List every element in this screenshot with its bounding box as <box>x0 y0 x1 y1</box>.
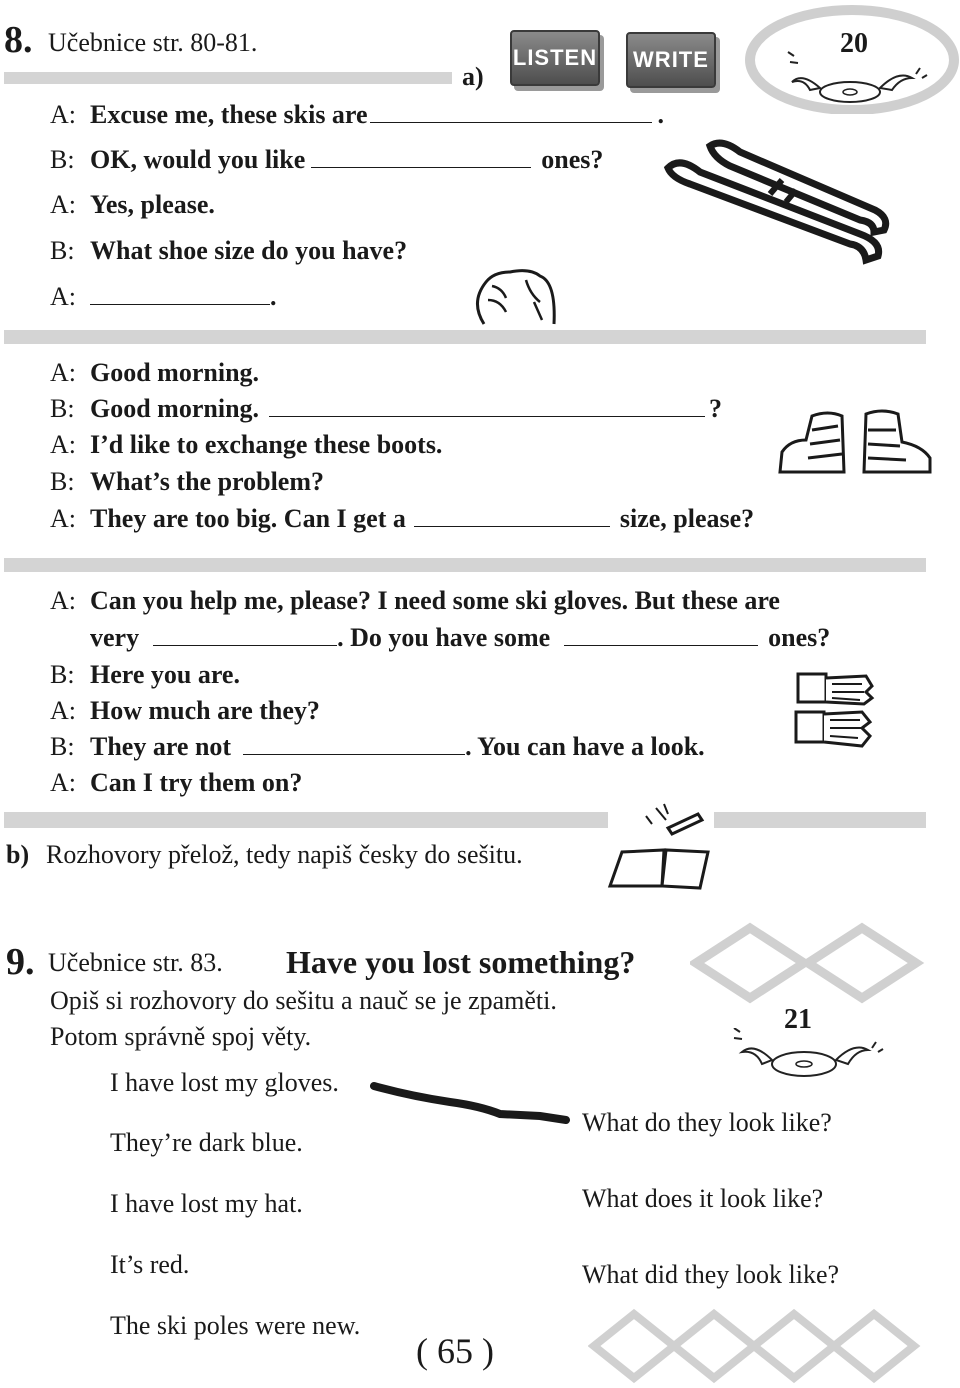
ski-gloves-icon <box>792 668 878 758</box>
exercise-9-title: Have you lost something? <box>286 944 636 980</box>
dialogue-line <box>50 623 830 653</box>
skis-icon <box>660 138 890 268</box>
listen-button[interactable]: LISTEN <box>510 30 600 86</box>
left-sentence[interactable]: It’s red. <box>110 1250 190 1279</box>
line-text: What shoe size do you have? <box>90 236 408 265</box>
speaker: B: <box>50 660 75 689</box>
line-text: very <box>90 623 140 652</box>
line-text: . <box>270 282 277 311</box>
line-text: Excuse me, these skis are <box>90 100 368 129</box>
left-sentence[interactable]: They’re dark blue. <box>110 1128 303 1157</box>
line-text: They are too big. Can I get a <box>90 504 406 533</box>
part-a-label: a) <box>462 62 484 91</box>
answer-blank[interactable] <box>269 394 705 417</box>
instruction-line-2: Potom správně spoj věty. <box>50 1022 312 1051</box>
left-sentence[interactable]: The ski poles were new. <box>110 1311 361 1340</box>
part-b-instruction: Rozhovory přelož, tedy napiš česky do sešitu. <box>46 840 523 869</box>
right-sentence[interactable]: What did they look like? <box>582 1260 840 1289</box>
dialogue-line <box>50 696 320 726</box>
dialogue-line <box>50 358 259 388</box>
speaker: B: <box>50 236 75 265</box>
exercise-9-number: 9. <box>6 941 35 983</box>
line-text: Here you are. <box>90 660 240 689</box>
diamond-decoration <box>588 1306 928 1386</box>
line-text: OK, would you like <box>90 145 306 174</box>
line-text: ones? <box>541 145 604 174</box>
speaker: A: <box>50 282 76 311</box>
divider <box>714 812 926 828</box>
line-text: . <box>657 100 665 129</box>
left-sentence[interactable]: I have lost my gloves. <box>110 1068 339 1097</box>
answer-blank[interactable] <box>90 282 270 305</box>
speaker: A: <box>50 190 76 219</box>
line-text: How much are they? <box>90 696 320 725</box>
line-text: Yes, please. <box>90 190 215 219</box>
line-text: What’s the problem? <box>90 467 324 496</box>
track-number: 21 <box>784 1004 812 1035</box>
ski-boots-icon <box>772 404 938 480</box>
answer-blank[interactable] <box>311 145 531 168</box>
line-text: . You can have a look. <box>465 732 705 761</box>
write-button[interactable]: WRITE <box>626 32 716 88</box>
dialogue-line <box>50 282 277 312</box>
line-text: . Do you have some <box>337 623 551 652</box>
dialogue-line <box>50 732 705 762</box>
dialogue-line <box>50 504 754 534</box>
left-sentence[interactable]: I have lost my hat. <box>110 1189 303 1218</box>
answer-blank[interactable] <box>243 732 465 755</box>
instruction-line-1: Opiš si rozhovory do sešitu a nauč se je zpaměti. <box>50 986 557 1015</box>
answer-blank[interactable] <box>370 100 652 123</box>
exercise-9-reference: Učebnice str. 83. <box>48 948 223 977</box>
speaker: A: <box>50 504 76 533</box>
answer-blank[interactable] <box>564 623 758 646</box>
line-text: size, please? <box>619 504 755 533</box>
right-sentence[interactable]: What does it look like? <box>582 1184 824 1213</box>
divider <box>4 558 926 572</box>
speaker: A: <box>50 586 76 615</box>
divider <box>4 812 608 828</box>
speaker: A: <box>50 430 76 459</box>
line-text: ones? <box>768 623 831 652</box>
line-text: Good morning. <box>90 358 260 387</box>
speaker: B: <box>50 732 75 761</box>
line-text: ? <box>709 394 723 423</box>
dialogue-line <box>50 586 780 616</box>
exercise-8-number: 8. <box>4 19 33 61</box>
answer-blank[interactable] <box>414 504 610 527</box>
example-connection-line <box>370 1076 570 1136</box>
speaker: A: <box>50 768 76 797</box>
dialogue-line <box>50 145 603 175</box>
cd-wings-icon <box>726 1028 886 1088</box>
line-text: Can you help me, please? I need some ski gloves. But these are <box>90 586 780 615</box>
dialogue-line <box>50 430 442 460</box>
speaker: B: <box>50 394 75 423</box>
sock-icon <box>470 262 562 328</box>
speaker: A: <box>50 696 76 725</box>
dialogue-line <box>50 660 240 690</box>
speaker: A: <box>50 358 76 387</box>
divider <box>4 330 926 344</box>
dialogue-line <box>50 100 664 130</box>
dialogue-line <box>50 190 215 220</box>
exercise-8-reference: Učebnice str. 80-81. <box>48 28 258 57</box>
track-number: 20 <box>840 28 868 59</box>
line-text: Good morning. <box>90 394 260 423</box>
divider <box>4 72 452 84</box>
speaker: B: <box>50 145 75 174</box>
dialogue-line <box>50 467 324 497</box>
dialogue-line <box>50 768 302 798</box>
speaker: B: <box>50 467 75 496</box>
answer-blank[interactable] <box>153 623 337 646</box>
page-number: ( 65 ) <box>416 1331 494 1371</box>
notebook-pen-icon <box>604 800 716 896</box>
speaker: A: <box>50 100 76 129</box>
part-b-label: b) <box>6 840 30 869</box>
line-text: Can I try them on? <box>90 768 303 797</box>
line-text: I’d like to exchange these boots. <box>90 430 443 459</box>
diamond-decoration <box>690 922 930 1004</box>
line-text: They are not <box>90 732 232 761</box>
dialogue-line <box>50 394 722 424</box>
dialogue-line <box>50 236 407 266</box>
right-sentence[interactable]: What do they look like? <box>582 1108 832 1137</box>
